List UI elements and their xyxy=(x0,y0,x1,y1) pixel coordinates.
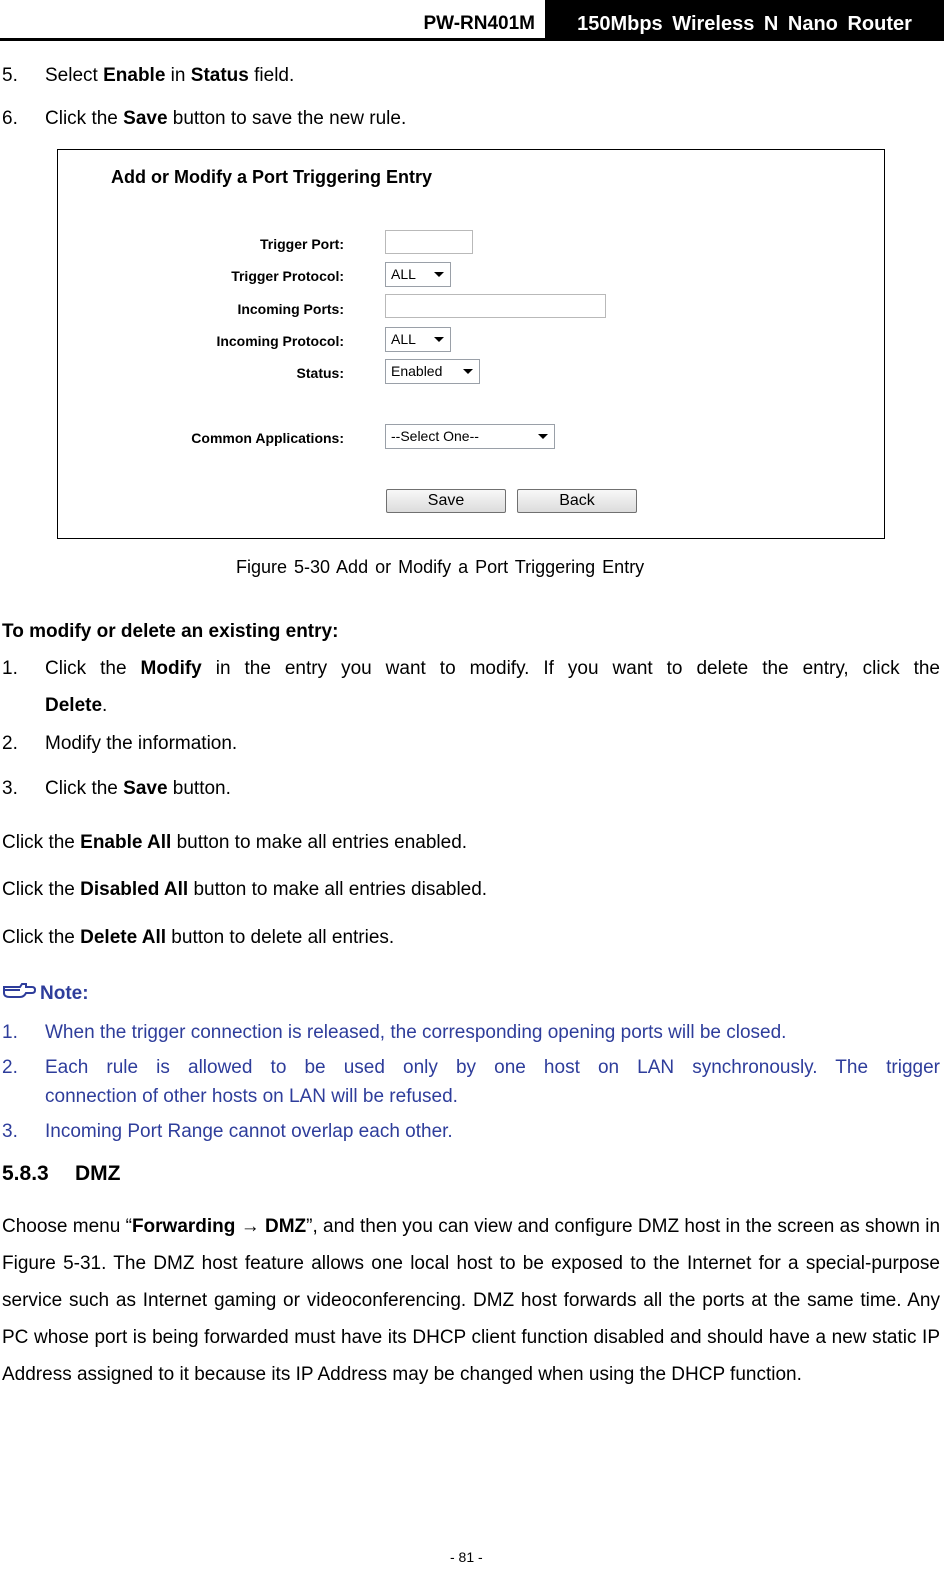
trigger-port-input[interactable] xyxy=(385,230,473,254)
figure-caption: Figure 5-30 Add or Modify a Port Triggering Entry xyxy=(236,557,645,577)
trigger-protocol-select[interactable]: ALL xyxy=(385,262,451,287)
enable-all-line: Click the Enable All button to make all entries enabled. xyxy=(2,832,468,853)
status-select[interactable]: Enabled xyxy=(385,359,480,384)
page-number: - 81 - xyxy=(450,1549,483,1565)
status-label: Status: xyxy=(296,365,344,381)
port-triggering-figure xyxy=(57,149,885,539)
incoming-ports-label: Incoming Ports: xyxy=(237,301,344,317)
chevron-down-icon xyxy=(463,369,473,374)
disabled-all-line: Click the Disabled All button to make all entries disabled. xyxy=(2,879,488,900)
header-rule xyxy=(0,38,944,41)
modify-heading: To modify or delete an existing entry: xyxy=(2,621,339,642)
figure-title: Add or Modify a Port Triggering Entry xyxy=(111,167,433,187)
chevron-down-icon xyxy=(538,434,548,439)
trigger-protocol-label: Trigger Protocol: xyxy=(231,268,344,284)
delete-all-line: Click the Delete All button to delete all entries. xyxy=(2,927,395,948)
save-button[interactable]: Save xyxy=(386,489,506,513)
dmz-paragraph: Choose menu “Forwarding → DMZ”, and then you can view and configure DMZ host in the screen as shown in Figure 5-31. The DMZ host feature allows one local host to be exposed to the Internet for a special-purpose service such as Internet gaming or videoconferencing. DMZ host forwards all the ports at the same time. Any PC whose port is being forwarded must have its DHCP client function disabled and should have a new static IP Address assigned to it because its IP Address may be changed when using the DHCP function. xyxy=(2,1216,941,1385)
trigger-port-label: Trigger Port: xyxy=(259,236,344,252)
note-heading: Note: xyxy=(2,981,89,1005)
model-name: PW-RN401M xyxy=(423,13,535,34)
incoming-protocol-label: Incoming Protocol: xyxy=(216,333,344,349)
chevron-down-icon xyxy=(434,337,444,342)
page-header xyxy=(0,0,944,40)
chevron-down-icon xyxy=(434,272,444,277)
common-applications-select[interactable]: --Select One-- xyxy=(385,424,555,449)
common-applications-label: Common Applications: xyxy=(191,430,344,446)
incoming-protocol-select[interactable]: ALL xyxy=(385,327,451,352)
right-arrow-icon: → xyxy=(240,1216,260,1237)
product-name: 150Mbps Wireless N Nano Router xyxy=(545,0,944,38)
incoming-ports-input[interactable] xyxy=(385,294,606,318)
pointing-hand-icon xyxy=(2,981,40,1005)
back-button[interactable]: Back xyxy=(517,489,637,513)
